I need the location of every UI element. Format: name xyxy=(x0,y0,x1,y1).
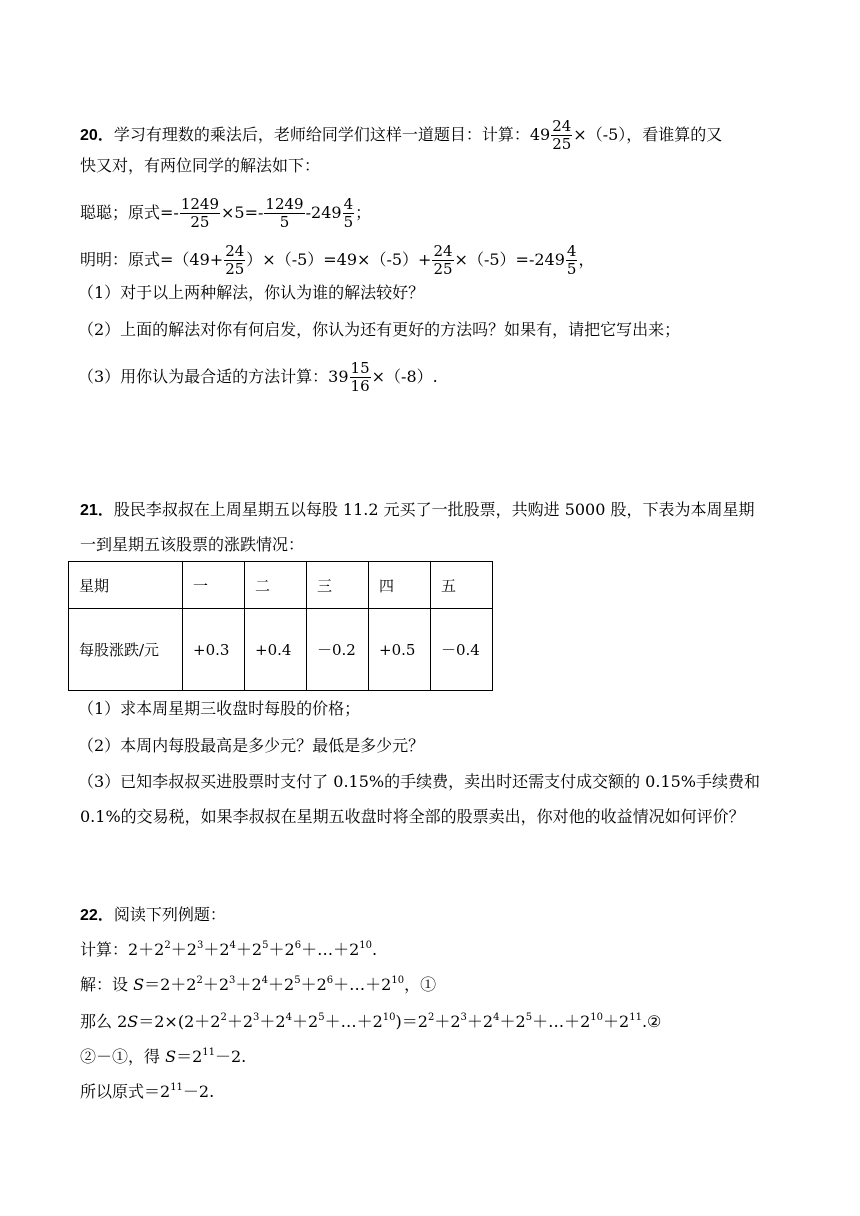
table-cell: 一 xyxy=(183,562,245,609)
fraction: $\frac{24}{25}$ xyxy=(433,242,453,278)
fraction: $\frac{24}{25}$ xyxy=(225,242,245,278)
q22-solution: 解：设 $S=2+2^2+2^3+2^4+2^5+2^6+\dots+2^{10}$，① xyxy=(80,975,437,994)
fraction: $\frac{4}{5}$ xyxy=(343,195,354,231)
table-cell: 四 xyxy=(369,562,431,609)
q20-sub3: （3）用你认为最合适的方法计算：39 $\frac{15}{16}$ ×（-8）. xyxy=(78,359,438,395)
question-number: 20 xyxy=(80,127,98,144)
q22-calc: 计算：$2+2^2+2^3+2^4+2^5+2^6+\dots+2^{10}$. xyxy=(80,940,378,959)
table-cell: +0.3 xyxy=(183,609,245,691)
q20-sub2: （2）上面的解法对你有何启发，你认为还有更好的方法吗？如果有，请把它写出来； xyxy=(78,320,681,339)
fraction: $\frac{15}{16}$ xyxy=(350,359,370,395)
q20-text: 学习有理数的乘法后，老师给同学们这样一道题目：计算：49 xyxy=(113,125,551,144)
q21-sub3-line1: （3）已知李叔叔买进股票时支付了 0.15%的手续费，卖出时还需支付成交额的 0.15%手续费和 xyxy=(78,772,761,791)
q21-line1: 21．股民李叔叔在上周星期五以每股 11.2 元买了一批股票，共购进 5000 股，下表为本周星期 xyxy=(80,500,755,519)
table-cell: －0.4 xyxy=(431,609,493,691)
question-number: 21 xyxy=(80,502,98,519)
table-cell: +0.5 xyxy=(369,609,431,691)
table-cell: 五 xyxy=(431,562,493,609)
stock-change-table xyxy=(68,561,493,691)
table-cell: －0.2 xyxy=(307,609,369,691)
q22-step3: ②－①，得 $S=2^{11}-2$. xyxy=(80,1047,247,1066)
q21-line2: 一到星期五该股票的涨跌情况： xyxy=(80,535,305,554)
table-cell: 二 xyxy=(245,562,307,609)
table-cell: 星期 xyxy=(69,562,183,609)
q22-title: 22．阅读下列例题： xyxy=(80,905,226,924)
fraction: $\frac{1249}{5}$ xyxy=(265,195,304,231)
q22-conclusion: 所以原式$=2^{11}-2$. xyxy=(80,1082,215,1101)
mingming-solution: 明明：原式=（49+ $\frac{24}{25}$ ）×（-5）=49×（-5）+ $\frac{24}{25}$ ×（-5）=-249 $\frac{4}{5}$ ， xyxy=(80,242,595,278)
table-cell: 三 xyxy=(307,562,369,609)
table-cell: 每股涨跌/元 xyxy=(69,609,183,691)
q20-line1: 20．学习有理数的乘法后，老师给同学们这样一道题目：计算：49 $\frac{24}{25}$ ×（-5），看谁算的又 xyxy=(80,117,723,153)
q20-line2: 快又对，有两位同学的解法如下： xyxy=(80,156,321,175)
question-number: 22 xyxy=(80,907,98,924)
q22-step2: 那么 $2S=2\times(2+2^2+2^3+2^4+2^5+\dots+2^{10})=2^2+2^3+2^4+2^5+\dots+2^{10}+2^{11}.②$ xyxy=(80,1012,662,1031)
table-cell: +0.4 xyxy=(245,609,307,691)
fraction: $\frac{4}{5}$ xyxy=(566,242,577,278)
q21-sub3-line2: 0.1%的交易税，如果李叔叔在星期五收盘时将全部的股票卖出，你对他的收益情况如何评价？ xyxy=(80,807,745,826)
table-header-row xyxy=(69,562,493,609)
congcong-solution: 聪聪；原式=- $\frac{1249}{25}$ ×5=- $\frac{1249}{5}$ -249 $\frac{4}{5}$ ； xyxy=(80,195,372,231)
q21-sub2: （2）本周内每股最高是多少元？最低是多少元？ xyxy=(78,736,425,755)
q20-sub1: （1）对于以上两种解法，你认为谁的解法较好？ xyxy=(78,283,425,302)
q21-sub1: （1）求本周星期三收盘时每股的价格； xyxy=(78,699,361,718)
fraction: $\frac{1249}{25}$ xyxy=(180,195,220,231)
fraction: $\frac{24}{25}$ xyxy=(552,117,572,153)
table-row xyxy=(69,609,493,691)
